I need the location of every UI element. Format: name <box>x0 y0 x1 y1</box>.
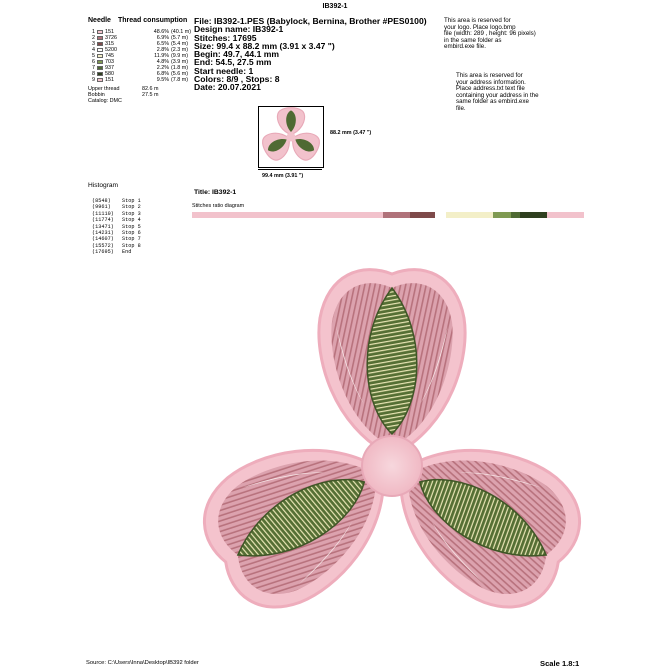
thread-color-swatch <box>97 72 103 77</box>
stitch-position: (17695) <box>92 249 114 256</box>
needle-column-header: Needle <box>88 17 111 24</box>
thread-code: 580 <box>105 71 114 77</box>
thread-color-swatch <box>97 48 103 53</box>
thread-percent: 2.2% <box>156 65 169 71</box>
thread-color-swatch <box>97 78 103 83</box>
design-name-line: Design name: IB392-1 <box>194 24 284 35</box>
stitch-position: (9961) <box>92 204 111 211</box>
end-line: End: 54.5, 27.5 mm <box>194 57 272 68</box>
thread-code: 151 <box>105 29 114 35</box>
histogram-row <box>92 249 141 255</box>
needle-number: 8 <box>92 71 95 77</box>
thread-percent: 6.8% <box>156 71 169 77</box>
date-line: Date: 20.07.2021 <box>194 82 261 93</box>
histogram-list <box>92 198 141 256</box>
thread-length: (2.3 m) <box>171 47 189 53</box>
stitch-position: (15572) <box>92 242 114 249</box>
thread-length: (5.7 m) <box>171 35 189 41</box>
flower-thumbnail-icon <box>259 107 323 167</box>
address-note: This area is reserved for your address information. Place address.txt text file containing your address in the same folder as embird.exe file. <box>456 72 539 112</box>
ratio-bar-segment <box>410 212 435 218</box>
width-dimension-label: 99.4 mm (3.91 ") <box>262 173 304 179</box>
design-info <box>194 17 427 92</box>
stop-label: End <box>122 249 132 256</box>
catalog-label: Catalog: DMC <box>88 98 122 104</box>
stitch-position: (11110) <box>92 210 114 217</box>
thread-length: (5.6 m) <box>171 71 189 77</box>
thread-code: 745 <box>105 53 114 59</box>
thread-color-swatch <box>97 36 103 41</box>
thread-color-swatch <box>97 54 103 59</box>
design-title: Title: IB392-1 <box>194 189 237 196</box>
bobbin-value: 27.5 m <box>142 92 159 98</box>
stop-label: Stop 6 <box>122 230 141 237</box>
needle-number: 7 <box>92 65 95 71</box>
scale-label: Scale 1.8:1 <box>540 659 580 668</box>
stitch-position: (14231) <box>92 230 114 237</box>
stop-label: Stop 8 <box>122 242 141 249</box>
consumption-column-header: Thread consumption <box>118 17 188 24</box>
thread-percent: 6.9% <box>156 35 169 41</box>
ratio-bar-segment <box>493 212 512 218</box>
stitches-line: Stitches: 17695 <box>194 32 257 43</box>
stop-label: Stop 3 <box>122 210 141 217</box>
thread-percent: 11.9% <box>154 53 169 59</box>
begin-line: Begin: 49.7, 44.1 mm <box>194 49 280 60</box>
source-path: Source: C:\Users\Inna\Desktop\IB392 folder <box>86 660 199 666</box>
thread-percent: 6.5% <box>156 41 169 47</box>
needle-number: 2 <box>92 35 95 41</box>
thread-code: 3726 <box>105 35 117 41</box>
page-header-title: IB392-1 <box>322 3 348 10</box>
bobbin-label: Bobbin <box>88 92 105 98</box>
needle-number: 5 <box>92 53 95 59</box>
ratio-bar-segment <box>192 212 383 218</box>
thread-color-swatch <box>97 60 103 65</box>
thread-color-swatch <box>97 66 103 71</box>
embroidery-design <box>185 240 595 660</box>
thread-length: (7.8 m) <box>171 77 189 83</box>
logo-note: This area is reserved for your logo. Place logo.bmp file (width: 289 , height: 96 pixels) in the same folder as embird.exe file. <box>444 17 536 51</box>
ratio-bar-segment <box>435 212 446 218</box>
ratio-bar-segment <box>383 212 410 218</box>
height-dimension-label: 88.2 mm (3.47 ") <box>330 130 372 136</box>
thread-length: (3.9 m) <box>171 59 189 65</box>
thread-percent: 4.8% <box>156 59 169 65</box>
stitch-position: (14607) <box>92 236 114 243</box>
top-petal <box>319 270 465 456</box>
thread-color-swatch <box>97 30 103 35</box>
ratio-bar-segment <box>446 212 493 218</box>
thread-code: 5200 <box>105 47 117 53</box>
size-line: Size: 99.4 x 88.2 mm (3.91 x 3.47 ") <box>194 40 335 51</box>
needle-number: 1 <box>92 29 95 35</box>
ratio-diagram-label: Stitches ratio diagram <box>192 203 245 209</box>
thread-percent: 2.8% <box>156 47 169 53</box>
thread-code: 703 <box>105 59 114 65</box>
start-needle-line: Start needle: 1 <box>194 65 254 76</box>
stitch-position: (8548) <box>92 198 111 204</box>
stop-label: Stop 5 <box>122 223 141 230</box>
ratio-bar-segment <box>511 212 520 218</box>
thread-code: 151 <box>105 77 114 83</box>
stitch-position: (11774) <box>92 217 114 224</box>
thread-length: (1.8 m) <box>171 65 189 71</box>
thread-code: 937 <box>105 65 114 71</box>
stop-label: Stop 1 <box>122 198 141 204</box>
design-thumbnail <box>258 106 324 168</box>
stitch-position: (13471) <box>92 223 114 230</box>
ratio-bar-segment <box>547 212 584 218</box>
histogram-label: Histogram <box>88 182 119 189</box>
upper-thread-value: 82.6 m <box>142 86 159 92</box>
stop-label: Stop 4 <box>122 217 141 224</box>
ratio-bar-segment <box>520 212 547 218</box>
stop-label: Stop 2 <box>122 204 141 211</box>
thread-length: (9.9 m) <box>171 53 189 59</box>
thread-color-swatch <box>97 42 103 47</box>
thread-length: (40.1 m) <box>171 29 192 35</box>
upper-thread-label: Upper thread <box>88 86 120 92</box>
width-dimension-line <box>258 169 322 170</box>
needle-number: 3 <box>92 41 95 47</box>
thread-percent: 48.6% <box>153 29 169 35</box>
needle-number: 4 <box>92 47 95 53</box>
flower-center <box>362 436 422 496</box>
height-dimension-line <box>323 106 324 166</box>
needle-number: 6 <box>92 59 95 65</box>
thread-code: 315 <box>105 41 114 47</box>
file-line: File: IB392-1.PES (Babylock, Bernina, Brother #PES0100) <box>194 16 427 26</box>
colors-line: Colors: 8/9 , Stops: 8 <box>194 74 280 85</box>
needle-number: 9 <box>92 77 95 83</box>
stop-label: Stop 7 <box>122 236 141 243</box>
thread-length: (5.4 m) <box>171 41 189 47</box>
thread-percent: 9.5% <box>156 77 169 83</box>
